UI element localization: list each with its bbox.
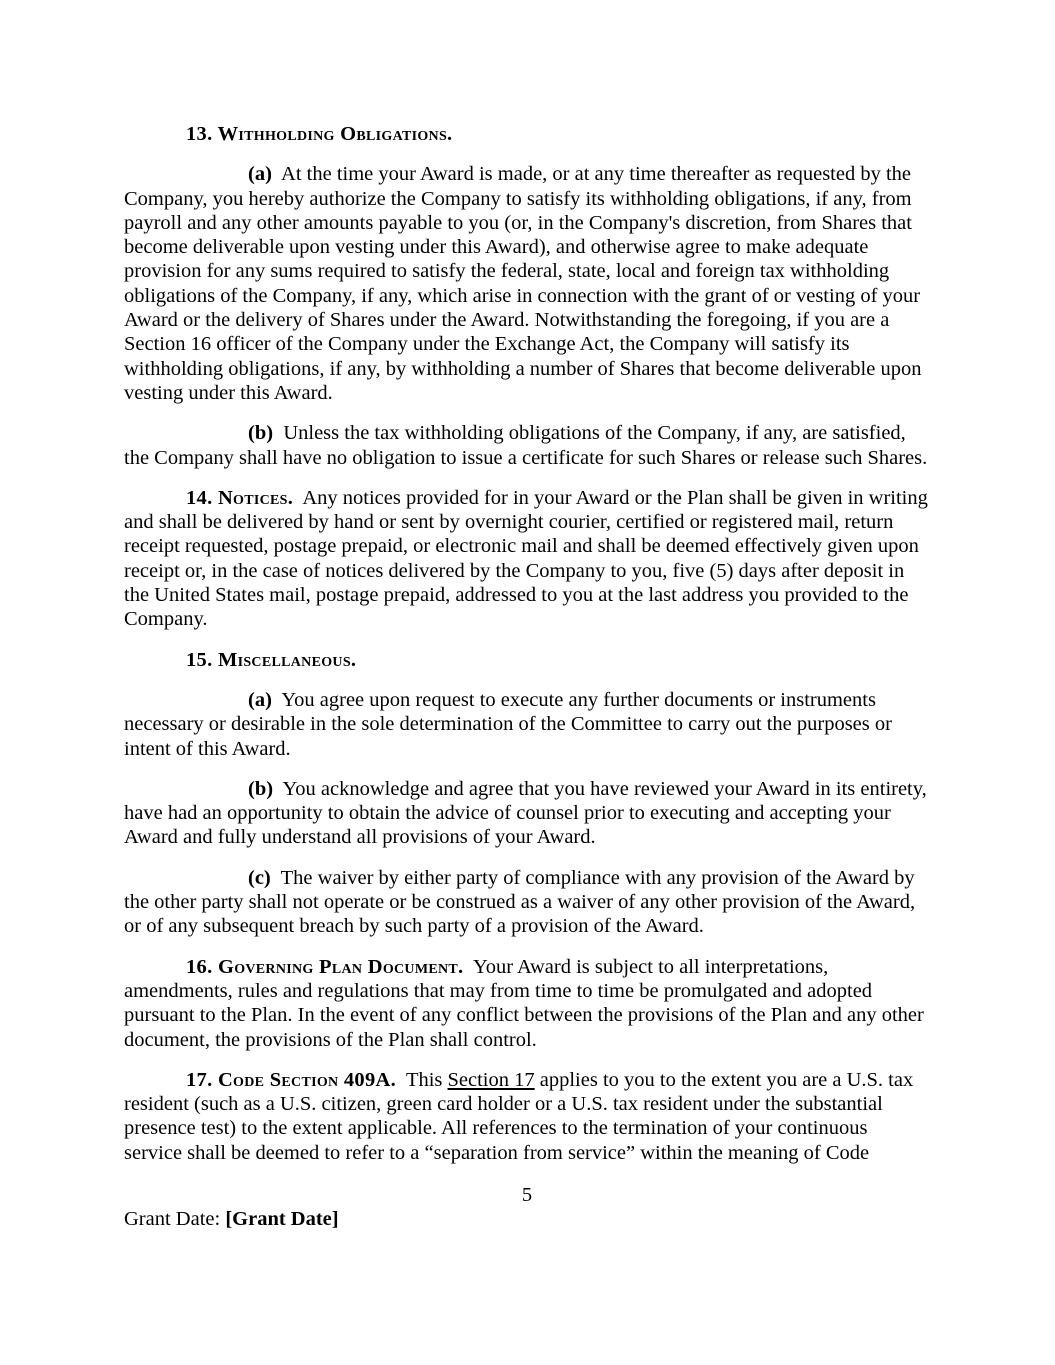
para-b-text: Unless the tax withholding obligations of the Company, if any, are satisfied, the Company shall have no obligation to issue a certificate for such Shares or release such Shares. (124, 422, 928, 469)
para-a-label: (a) (248, 163, 272, 186)
para-a-label: (a) (248, 688, 272, 711)
para-b-label: (b) (248, 422, 274, 445)
section-15-para-b (124, 777, 930, 850)
para-a-text: At the time your Award is made, or at any time thereafter as requested by the Company, you hereby authorize the Company to satisfy its withholding obligations, if any, from payroll and any other amounts payable to you (or, in the Company's discretion, from Shares that become deliverable upon vesting under this Award), and otherwise agree to make adequate provision for any sums required to satisfy the federal, state, local and foreign tax withholding obligations of the Company, if any, which arise in connection with the grant of or vesting of your Award or the delivery of Shares under the Award. Notwithstanding the foregoing, if you are a Section 16 officer of the Company under the Exchange Act, the Company will satisfy its withholding obligations, if any, by withholding a number of Shares that become deliverable upon vesting under this Award. (124, 163, 922, 404)
section-16-text: Your Award is subject to all interpretations, amendments, rules and regulations that may from time to time be promulgated and adopted pursuant to the Plan. In the event of any conflict between the provisions of the Plan and any other document, the provisions of the Plan shall control. (124, 955, 924, 1051)
para-b-label: (b) (248, 777, 274, 800)
section-15-heading: 15. Miscellaneous. (186, 648, 357, 671)
section-17-text-before: This (396, 1068, 448, 1091)
para-a-text: You agree upon request to execute any further documents or instruments necessary or desirable in the sole determination of the Committee to carry out the purposes or intent of this Award. (124, 688, 892, 760)
para-b-text: You acknowledge and agree that you have reviewed your Award in its entirety, have had an opportunity to obtain the advice of counsel prior to executing and accepting your Award and fully understand all provisions of your Award. (124, 777, 927, 849)
section-17-text-after: applies to you to the extent you are a U.S. tax resident (such as a U.S. citizen, green card holder or a U.S. tax resident under the substantial presence test) to the extent applicable. All references to the termination of your continuous service shall be deemed to refer to a “separation from service” within the meaning of Code (124, 1068, 914, 1164)
page-number: 5 (521, 1183, 533, 1206)
section-15-para-c (124, 866, 930, 939)
section-14-text: Any notices provided for in your Award or the Plan shall be given in writing and shall be delivered by hand or sent by overnight courier, certified or registered mail, return receipt requested, postage prepaid, or electronic mail and shall be deemed effectively given upon receipt or, in the case of notices delivered by the Company to you, five (5) days after deposit in the United States mail, postage prepaid, addressed to you at the last address you provided to the Company. (124, 486, 928, 631)
section-16-heading: 16. Governing Plan Document. (186, 955, 464, 978)
section-13-heading: 13. Withholding Obligations. (186, 123, 453, 145)
para-c-text: The waiver by either party of compliance with any provision of the Award by the other party shall not operate or be construed as a waiver of any other provision of the Award, or of any subsequent breach by such party of a provision of the Award. (124, 866, 916, 938)
grant-date-value: [Grant Date] (225, 1208, 339, 1231)
section-17-para (124, 1068, 930, 1165)
section-13-para-b (124, 421, 930, 470)
section-16-para (124, 955, 930, 1052)
grant-date-label: Grant Date: (124, 1208, 226, 1231)
section-14-heading: 14. Notices. (186, 486, 294, 509)
para-c-label: (c) (248, 866, 271, 889)
section-14-para (124, 486, 930, 632)
section-13-para-a (124, 162, 930, 405)
section-17-cross-reference: Section 17 (447, 1068, 535, 1091)
section-15-para-a (124, 688, 930, 761)
footer-grant-date (124, 1207, 930, 1231)
section-17-heading: 17. Code Section 409A. (186, 1068, 397, 1091)
